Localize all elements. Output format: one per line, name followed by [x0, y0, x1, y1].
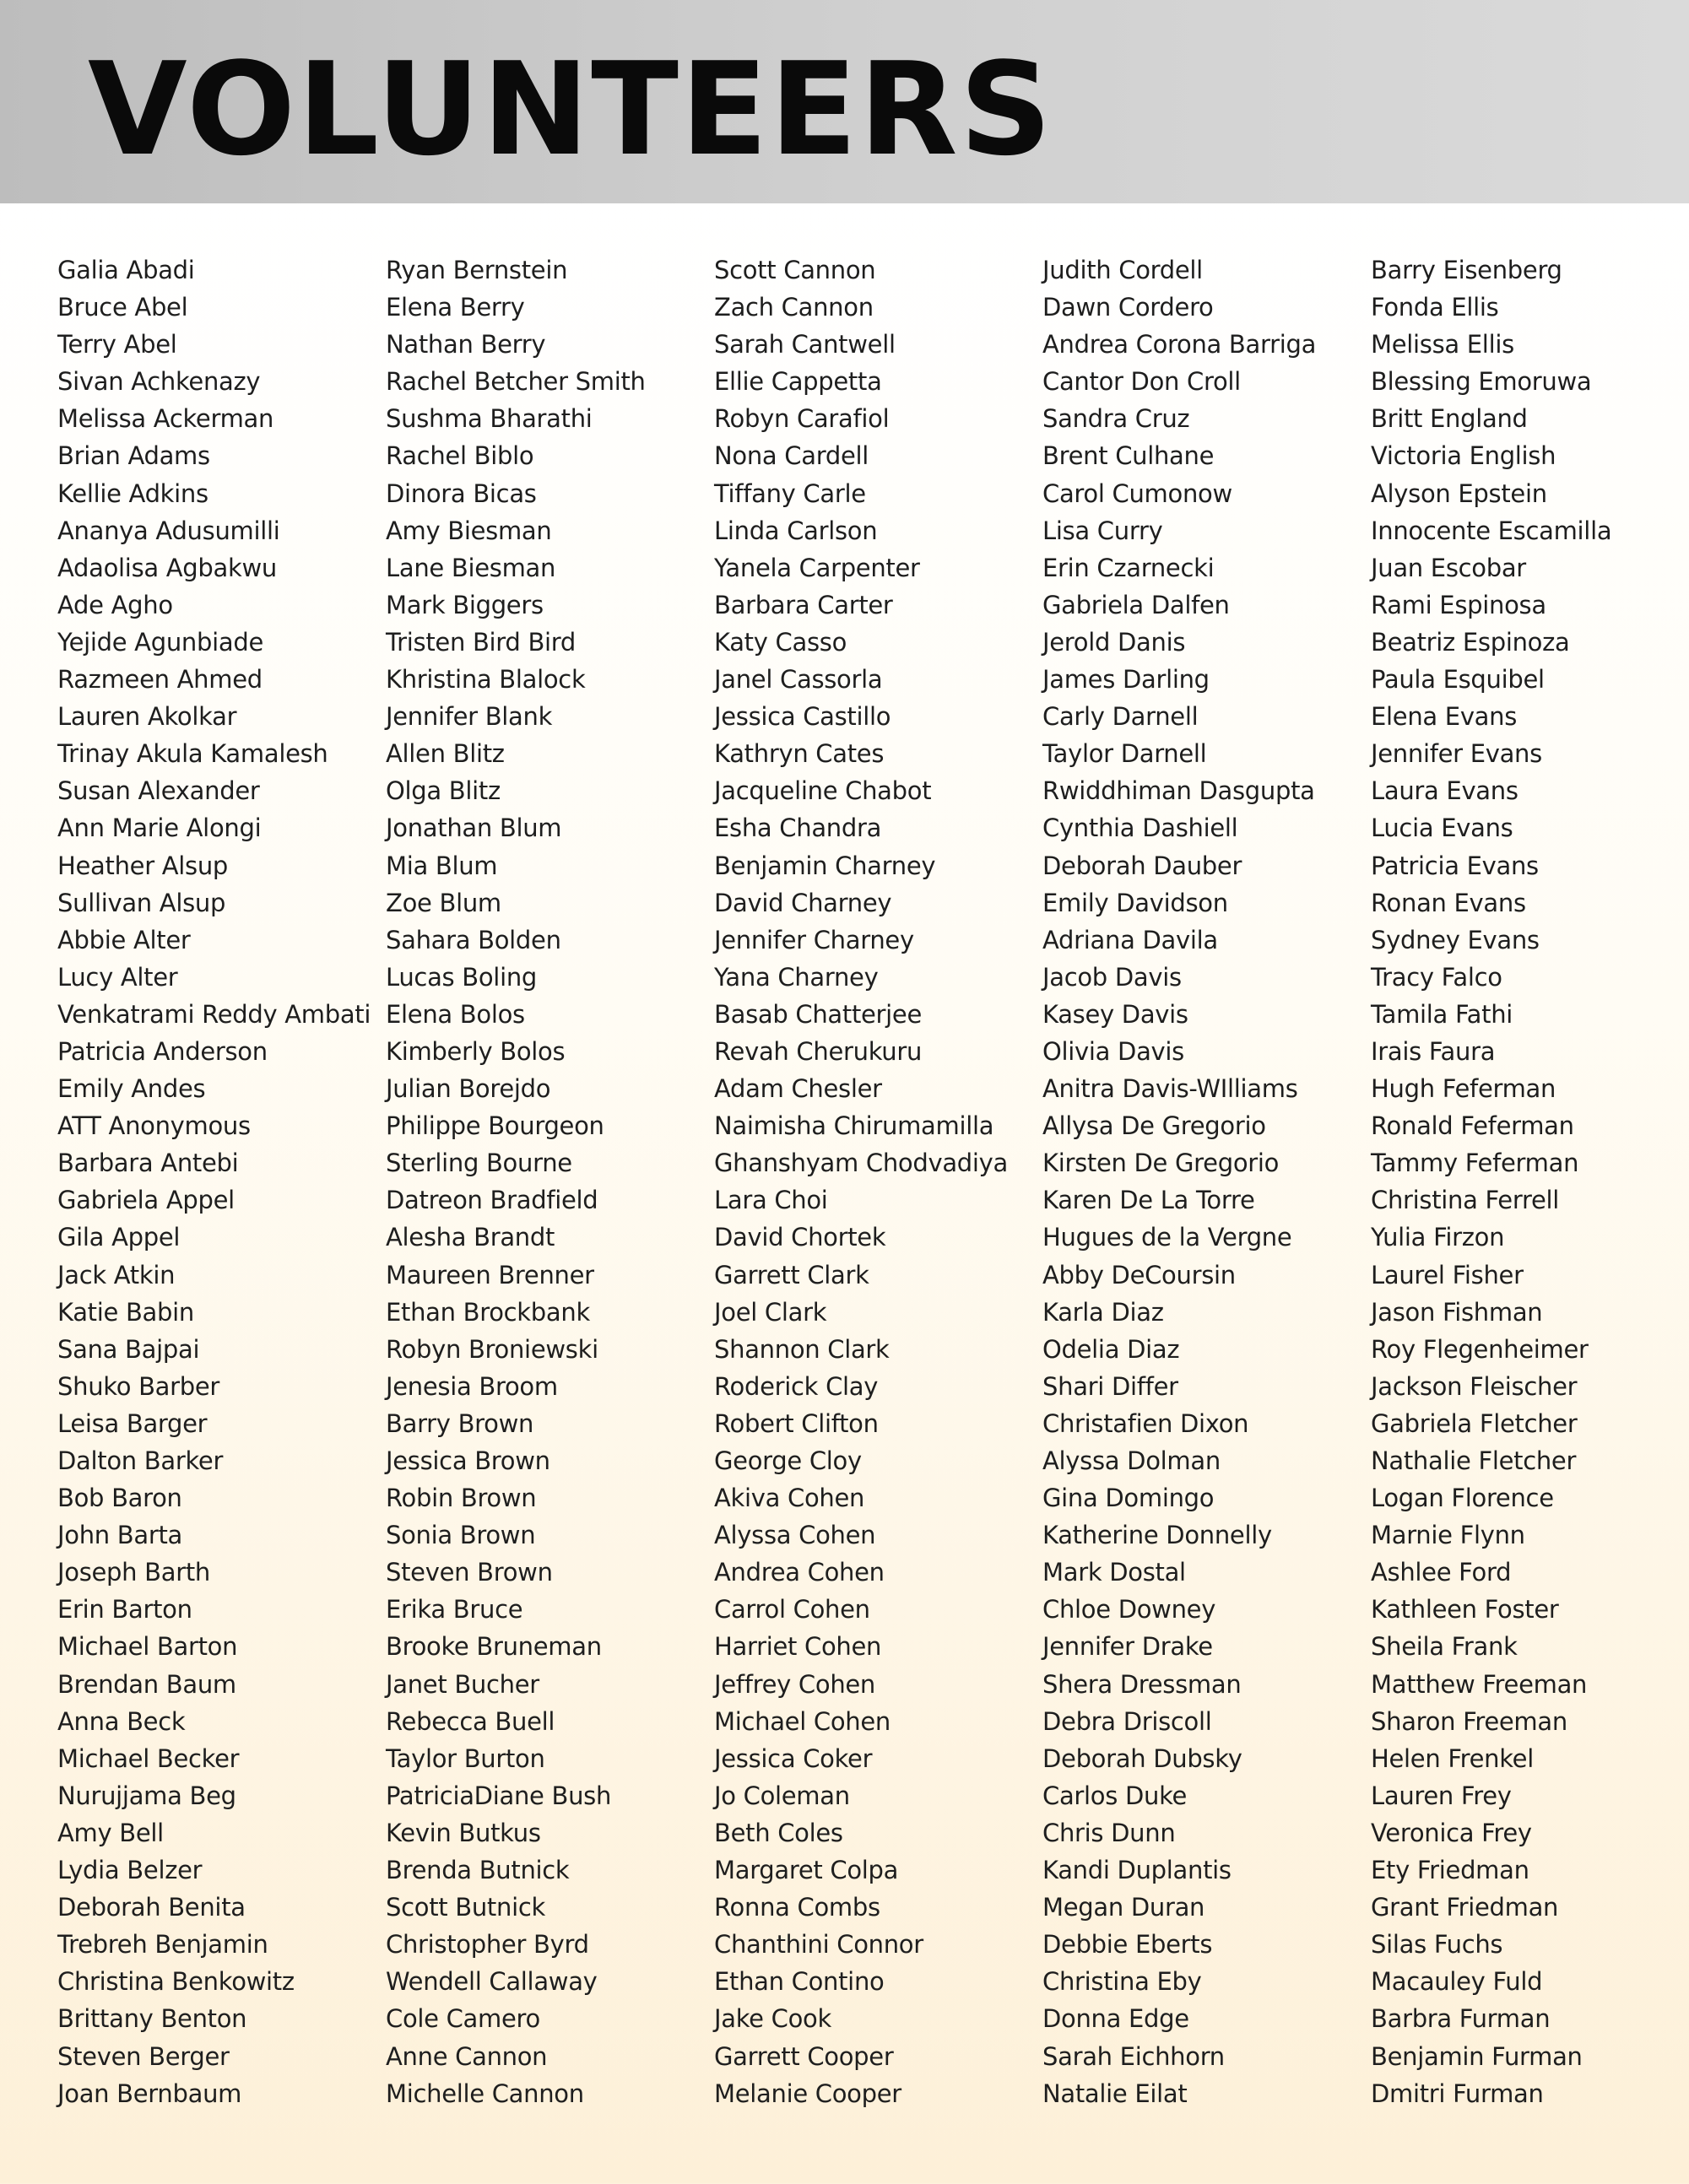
volunteer-name: Christina Eby — [1042, 1967, 1202, 1997]
volunteer-name: Amy Biesman — [386, 516, 552, 545]
volunteer-name: Zoe Blum — [386, 888, 501, 917]
volunteer-name: Yejide Agunbiade — [57, 627, 263, 657]
volunteer-name: Ronald Feferman — [1371, 1111, 1574, 1141]
volunteer-column-3 — [714, 251, 1040, 2112]
volunteer-name: Carrol Cohen — [714, 1595, 870, 1624]
volunteer-name: ATT Anonymous — [57, 1111, 251, 1141]
volunteer-name: Adaolisa Agbakwu — [57, 553, 277, 582]
page-title: VOLUNTEERS — [88, 35, 1054, 184]
header-band — [0, 0, 1689, 203]
volunteer-name: Ronan Evans — [1371, 888, 1526, 917]
volunteer-name: Ade Agho — [57, 590, 173, 619]
volunteer-name: Yana Charney — [714, 962, 879, 992]
volunteer-name: Gabriela Appel — [57, 1186, 235, 1215]
volunteer-name: Anne Cannon — [386, 2041, 548, 2071]
volunteer-name: Michelle Cannon — [386, 2079, 584, 2108]
volunteer-name: Scott Butnick — [386, 1893, 545, 1922]
volunteer-name: Dalton Barker — [57, 1446, 224, 1475]
volunteer-name: Trinay Akula Kamalesh — [57, 739, 328, 769]
volunteer-name: Rwiddhiman Dasgupta — [1042, 776, 1315, 806]
volunteer-name: Nathalie Fletcher — [1371, 1446, 1577, 1475]
volunteer-name: Allen Blitz — [386, 739, 505, 769]
volunteer-name: Sonia Brown — [386, 1521, 536, 1550]
volunteer-name: Lisa Curry — [1042, 516, 1163, 545]
volunteer-name: James Darling — [1042, 665, 1210, 695]
volunteer-name: Adriana Davila — [1042, 925, 1218, 954]
volunteer-name: Veronica Frey — [1371, 1818, 1532, 1847]
volunteer-name: Brent Culhane — [1042, 441, 1215, 471]
volunteer-name: Sana Bajpai — [57, 1334, 200, 1364]
volunteer-name: Alyssa Dolman — [1042, 1446, 1221, 1475]
volunteer-name: Scott Cannon — [714, 256, 876, 284]
volunteer-name: Elena Evans — [1371, 702, 1518, 732]
volunteer-name: Donna Edge — [1042, 2004, 1189, 2034]
volunteer-name: Patricia Evans — [1371, 851, 1539, 880]
volunteer-name: Barbara Carter — [714, 590, 893, 619]
volunteer-name: Odelia Diaz — [1042, 1334, 1180, 1364]
volunteer-name: Sivan Achkenazy — [57, 367, 261, 397]
volunteer-name: Naimisha Chirumamilla — [714, 1111, 994, 1141]
volunteer-name: Tamila Fathi — [1371, 999, 1513, 1029]
volunteer-name: Chris Dunn — [1042, 1818, 1176, 1847]
volunteer-name: Shera Dressman — [1042, 1669, 1242, 1699]
volunteer-name: Lydia Belzer — [57, 1856, 203, 1885]
volunteer-name: Shuko Barber — [57, 1371, 220, 1401]
volunteer-name: Heather Alsup — [57, 851, 229, 880]
volunteer-name: Paula Esquibel — [1371, 665, 1545, 695]
volunteer-name: George Cloy — [714, 1446, 862, 1475]
volunteer-name: Abbie Alter — [57, 925, 191, 954]
volunteer-name: Jo Coleman — [714, 1781, 850, 1810]
volunteer-name: Michael Becker — [57, 1743, 240, 1773]
volunteer-name: Dawn Cordero — [1042, 293, 1214, 322]
volunteer-column-1 — [57, 251, 383, 2112]
volunteer-name: Blessing Emoruwa — [1371, 367, 1592, 397]
volunteer-name: Melissa Ackerman — [57, 404, 274, 434]
volunteer-name: Lane Biesman — [386, 553, 556, 582]
volunteer-name: Barry Eisenberg — [1371, 256, 1562, 284]
volunteer-name: Erin Barton — [57, 1595, 192, 1624]
volunteer-name: Gabriela Fletcher — [1371, 1408, 1578, 1438]
volunteer-name: Sydney Evans — [1371, 925, 1540, 954]
volunteer-name: Christafien Dixon — [1042, 1408, 1249, 1438]
volunteer-name: Jackson Fleischer — [1371, 1371, 1578, 1401]
volunteer-name: Rachel Betcher Smith — [386, 367, 646, 397]
volunteer-name: Maureen Brenner — [386, 1260, 594, 1289]
volunteer-name: Laura Evans — [1371, 776, 1518, 806]
volunteer-name: Robin Brown — [386, 1484, 537, 1513]
volunteer-name: Wendell Callaway — [386, 1967, 598, 1997]
volunteer-name: Brendan Baum — [57, 1669, 236, 1699]
volunteer-name: Joel Clark — [714, 1297, 827, 1327]
volunteer-name: Lucas Boling — [386, 962, 538, 992]
volunteer-name: Christina Benkowitz — [57, 1967, 295, 1997]
volunteer-name: Michael Barton — [57, 1632, 238, 1662]
volunteer-name: Nurujjama Beg — [57, 1781, 236, 1810]
volunteer-name: Logan Florence — [1371, 1484, 1554, 1513]
volunteer-name: Benjamin Furman — [1371, 2041, 1583, 2071]
volunteer-name: Garrett Clark — [714, 1260, 869, 1289]
volunteer-name: Robert Clifton — [714, 1408, 879, 1438]
volunteer-name: Deborah Dauber — [1042, 851, 1242, 880]
volunteer-name: Barbara Antebi — [57, 1149, 239, 1178]
volunteer-name: Roderick Clay — [714, 1371, 879, 1401]
volunteer-name: Roy Flegenheimer — [1371, 1334, 1589, 1364]
volunteer-name: Ananya Adusumilli — [57, 516, 280, 545]
volunteer-name: Debbie Eberts — [1042, 1930, 1213, 1960]
volunteer-name: Shari Differ — [1042, 1371, 1178, 1401]
volunteer-name: Jenesia Broom — [386, 1371, 558, 1401]
volunteer-name: Elena Berry — [386, 293, 525, 322]
volunteer-name: Philippe Bourgeon — [386, 1111, 604, 1141]
volunteer-name: Harriet Cohen — [714, 1632, 882, 1662]
volunteer-name: Erin Czarnecki — [1042, 553, 1215, 582]
volunteer-name: Cole Camero — [386, 2004, 540, 2034]
volunteer-name: Patricia Anderson — [57, 1036, 268, 1066]
volunteer-name: Zach Cannon — [714, 293, 874, 322]
volunteer-name: Tiffany Carle — [714, 478, 866, 508]
volunteer-name: Debra Driscoll — [1042, 1706, 1212, 1736]
volunteer-name: Yulia Firzon — [1371, 1223, 1505, 1252]
volunteer-name: Jessica Castillo — [714, 702, 891, 732]
volunteer-name: Jennifer Evans — [1371, 739, 1542, 769]
volunteer-name: Jonathan Blum — [386, 814, 562, 843]
volunteer-name: Silas Fuchs — [1371, 1930, 1503, 1960]
volunteer-name: Deborah Dubsky — [1042, 1743, 1242, 1773]
volunteer-name: Akiva Cohen — [714, 1484, 865, 1513]
volunteer-name: Juan Escobar — [1371, 553, 1526, 582]
volunteer-name: Deborah Benita — [57, 1893, 246, 1922]
volunteer-name: Melanie Cooper — [714, 2079, 901, 2108]
volunteer-name: Nona Cardell — [714, 441, 869, 471]
volunteer-name: Gabriela Dalfen — [1042, 590, 1230, 619]
volunteer-name: Susan Alexander — [57, 776, 260, 806]
volunteer-name: Basab Chatterjee — [714, 999, 923, 1029]
volunteer-name: Robyn Broniewski — [386, 1334, 598, 1364]
volunteer-name: Sandra Cruz — [1042, 404, 1190, 434]
volunteer-name: Ghanshyam Chodvadiya — [714, 1149, 1009, 1178]
volunteer-name: Steven Brown — [386, 1558, 553, 1587]
volunteer-name: Chanthini Connor — [714, 1930, 923, 1960]
volunteer-name: Jennifer Charney — [714, 925, 914, 954]
volunteer-name: Elena Bolos — [386, 999, 525, 1029]
volunteer-name: Allysa De Gregorio — [1042, 1111, 1266, 1141]
volunteer-name: Christina Ferrell — [1371, 1186, 1560, 1215]
volunteer-name: Marnie Flynn — [1371, 1521, 1525, 1550]
volunteer-name: Ellie Cappetta — [714, 367, 882, 397]
volunteer-name: Kirsten De Gregorio — [1042, 1149, 1280, 1178]
volunteer-name: Nathan Berry — [386, 330, 546, 359]
volunteer-name: Anitra Davis-WIlliams — [1042, 1074, 1298, 1104]
volunteer-name: Hugues de la Vergne — [1042, 1223, 1292, 1252]
volunteer-name: Janel Cassorla — [714, 665, 883, 695]
volunteer-name: Amy Bell — [57, 1818, 164, 1847]
volunteer-name: Kathleen Foster — [1371, 1595, 1559, 1624]
volunteer-name: Margaret Colpa — [714, 1856, 899, 1885]
volunteer-name: Katy Casso — [714, 627, 847, 657]
volunteer-name: Brooke Bruneman — [386, 1632, 602, 1662]
volunteer-name: Sushma Bharathi — [386, 404, 593, 434]
volunteer-name: Erika Bruce — [386, 1595, 523, 1624]
volunteer-name: PatriciaDiane Bush — [386, 1781, 612, 1810]
volunteer-name: Kevin Butkus — [386, 1818, 541, 1847]
volunteer-name: Barbra Furman — [1371, 2004, 1551, 2034]
volunteer-name: Kimberly Bolos — [386, 1036, 566, 1066]
volunteer-name: Leisa Barger — [57, 1408, 208, 1438]
volunteer-name: Innocente Escamilla — [1371, 516, 1612, 545]
volunteer-name: Shannon Clark — [714, 1334, 890, 1364]
volunteer-name: Fonda Ellis — [1371, 293, 1499, 322]
volunteer-name: Dinora Bicas — [386, 478, 537, 508]
volunteer-name: Melissa Ellis — [1371, 330, 1514, 359]
volunteer-name: Yanela Carpenter — [714, 553, 920, 582]
volunteer-name: Carlos Duke — [1042, 1781, 1188, 1810]
volunteer-name: Cantor Don Croll — [1042, 367, 1241, 397]
volunteer-name: Julian Borejdo — [386, 1074, 551, 1104]
volunteer-name: Katherine Donnelly — [1042, 1521, 1272, 1550]
volunteer-name: Emily Andes — [57, 1074, 206, 1104]
volunteer-name: Ronna Combs — [714, 1893, 880, 1922]
volunteer-name: Irais Faura — [1371, 1036, 1496, 1066]
volunteer-name: Jacob Davis — [1042, 962, 1182, 992]
volunteer-name: Victoria English — [1371, 441, 1556, 471]
volunteer-name: Katie Babin — [57, 1297, 194, 1327]
volunteer-name: Jason Fishman — [1371, 1297, 1543, 1327]
volunteer-name: Ethan Brockbank — [386, 1297, 590, 1327]
volunteer-name: Jerold Danis — [1042, 627, 1186, 657]
volunteer-name: Ashlee Ford — [1371, 1558, 1512, 1587]
volunteer-name: Grant Friedman — [1371, 1893, 1559, 1922]
volunteer-name: Macauley Fuld — [1371, 1967, 1543, 1997]
volunteer-name: Brenda Butnick — [386, 1856, 570, 1885]
volunteer-name: Chloe Downey — [1042, 1595, 1216, 1624]
volunteer-column-5 — [1371, 251, 1689, 2112]
volunteer-name: Bob Baron — [57, 1484, 182, 1513]
volunteer-name: Helen Frenkel — [1371, 1743, 1534, 1773]
volunteer-name: Carly Darnell — [1042, 702, 1199, 732]
volunteer-name: Lauren Frey — [1371, 1781, 1512, 1810]
volunteer-name: Ann Marie Alongi — [57, 814, 262, 843]
volunteer-name: Tracy Falco — [1371, 962, 1502, 992]
volunteer-name: Rebecca Buell — [386, 1706, 555, 1736]
volunteer-name: Beatriz Espinoza — [1371, 627, 1570, 657]
volunteer-name: Razmeen Ahmed — [57, 665, 263, 695]
volunteer-column-2 — [386, 251, 712, 2112]
volunteer-name: Sterling Bourne — [386, 1149, 572, 1178]
volunteer-name: Carol Cumonow — [1042, 478, 1232, 508]
volunteer-name: Karla Diaz — [1042, 1297, 1164, 1327]
volunteer-name: Trebreh Benjamin — [57, 1930, 268, 1960]
volunteer-name: Barry Brown — [386, 1408, 534, 1438]
volunteer-name: Sharon Freeman — [1371, 1706, 1567, 1736]
volunteer-name: Kathryn Cates — [714, 739, 885, 769]
volunteer-name: Christopher Byrd — [386, 1930, 589, 1960]
volunteer-name: Janet Bucher — [386, 1669, 539, 1699]
volunteer-name: Rami Espinosa — [1371, 590, 1546, 619]
volunteer-name: Esha Chandra — [714, 814, 882, 843]
volunteer-name: Emily Davidson — [1042, 888, 1228, 917]
volunteer-name: Joseph Barth — [57, 1558, 210, 1587]
volunteer-name: Joan Bernbaum — [57, 2079, 242, 2108]
volunteer-name: Sheila Frank — [1371, 1632, 1518, 1662]
volunteer-name: Sahara Bolden — [386, 925, 561, 954]
volunteer-name: Garrett Cooper — [714, 2041, 894, 2071]
volunteer-name: Tristen Bird Bird — [386, 627, 577, 657]
volunteer-name: Lauren Akolkar — [57, 702, 237, 732]
volunteer-name: Mark Biggers — [386, 590, 544, 619]
volunteer-name: Rachel Biblo — [386, 441, 534, 471]
volunteer-name: Brian Adams — [57, 441, 210, 471]
volunteer-name: Cynthia Dashiell — [1042, 814, 1238, 843]
volunteer-column-4 — [1042, 251, 1368, 2112]
volunteer-name: Lucy Alter — [57, 962, 178, 992]
volunteer-name: Jacqueline Chabot — [714, 776, 932, 806]
volunteer-name: Tammy Feferman — [1371, 1149, 1579, 1178]
volunteer-name: Benjamin Charney — [714, 851, 936, 880]
volunteer-name: Abby DeCoursin — [1042, 1260, 1236, 1289]
volunteer-name: Alesha Brandt — [386, 1223, 555, 1252]
volunteer-name: Anna Beck — [57, 1706, 186, 1736]
volunteer-name: Khristina Blalock — [386, 665, 586, 695]
volunteer-name: Robyn Carafiol — [714, 404, 890, 434]
volunteer-name: Laurel Fisher — [1371, 1260, 1524, 1289]
volunteer-name: Linda Carlson — [714, 516, 878, 545]
volunteer-name: Andrea Corona Barriga — [1042, 330, 1317, 359]
volunteer-name: Megan Duran — [1042, 1893, 1205, 1922]
volunteer-name: Kellie Adkins — [57, 478, 208, 508]
volunteer-name: Jennifer Blank — [386, 702, 553, 732]
volunteer-name: Terry Abel — [57, 330, 177, 359]
volunteer-name: Lucia Evans — [1371, 814, 1513, 843]
volunteer-name: Lara Choi — [714, 1186, 828, 1215]
volunteer-name: Jack Atkin — [57, 1260, 176, 1289]
volunteer-name: Alyssa Cohen — [714, 1521, 876, 1550]
volunteer-name: David Chortek — [714, 1223, 886, 1252]
volunteer-name: Michael Cohen — [714, 1706, 891, 1736]
volunteer-name: Datreon Bradfield — [386, 1186, 598, 1215]
volunteer-name: Jeffrey Cohen — [714, 1669, 876, 1699]
volunteer-name: Judith Cordell — [1042, 256, 1203, 284]
volunteer-name: Taylor Burton — [386, 1743, 545, 1773]
volunteer-name: Gila Appel — [57, 1223, 181, 1252]
volunteer-name: Karen De La Torre — [1042, 1186, 1255, 1215]
volunteer-name: Brittany Benton — [57, 2004, 247, 2034]
volunteer-name: Britt England — [1371, 404, 1528, 434]
volunteer-name: Kasey Davis — [1042, 999, 1188, 1029]
volunteer-name: Andrea Cohen — [714, 1558, 885, 1587]
volunteer-name: Mia Blum — [386, 851, 498, 880]
volunteer-name: Sarah Eichhorn — [1042, 2041, 1225, 2071]
volunteer-name: Jennifer Drake — [1042, 1632, 1213, 1662]
volunteer-name: Natalie Eilat — [1042, 2079, 1188, 2108]
volunteer-name: Bruce Abel — [57, 293, 188, 322]
volunteer-name: Adam Chesler — [714, 1074, 882, 1104]
volunteer-name: Hugh Feferman — [1371, 1074, 1556, 1104]
volunteer-name: Taylor Darnell — [1042, 739, 1207, 769]
volunteer-name: Ryan Bernstein — [386, 256, 568, 284]
volunteer-name: Galia Abadi — [57, 256, 195, 284]
volunteer-name: Gina Domingo — [1042, 1484, 1215, 1513]
volunteer-name: John Barta — [57, 1521, 183, 1550]
volunteer-name: Steven Berger — [57, 2041, 230, 2071]
volunteer-name: Matthew Freeman — [1371, 1669, 1588, 1699]
volunteer-name: Venkatrami Reddy Ambati — [57, 999, 371, 1029]
volunteer-name: Sullivan Alsup — [57, 888, 226, 917]
volunteer-name: Sarah Cantwell — [714, 330, 896, 359]
volunteer-name: Jake Cook — [714, 2004, 831, 2034]
volunteer-name: Jessica Coker — [714, 1743, 873, 1773]
volunteer-name: Alyson Epstein — [1371, 478, 1547, 508]
volunteer-name: David Charney — [714, 888, 892, 917]
volunteer-name: Mark Dostal — [1042, 1558, 1186, 1587]
volunteer-name: Revah Cherukuru — [714, 1036, 923, 1066]
volunteer-name: Olivia Davis — [1042, 1036, 1184, 1066]
volunteer-name: Ety Friedman — [1371, 1856, 1529, 1885]
volunteer-name: Jessica Brown — [386, 1446, 550, 1475]
volunteer-name: Beth Coles — [714, 1818, 843, 1847]
volunteer-name: Ethan Contino — [714, 1967, 885, 1997]
volunteer-name: Dmitri Furman — [1371, 2079, 1544, 2108]
volunteer-name: Kandi Duplantis — [1042, 1856, 1232, 1885]
volunteer-name: Olga Blitz — [386, 776, 501, 806]
